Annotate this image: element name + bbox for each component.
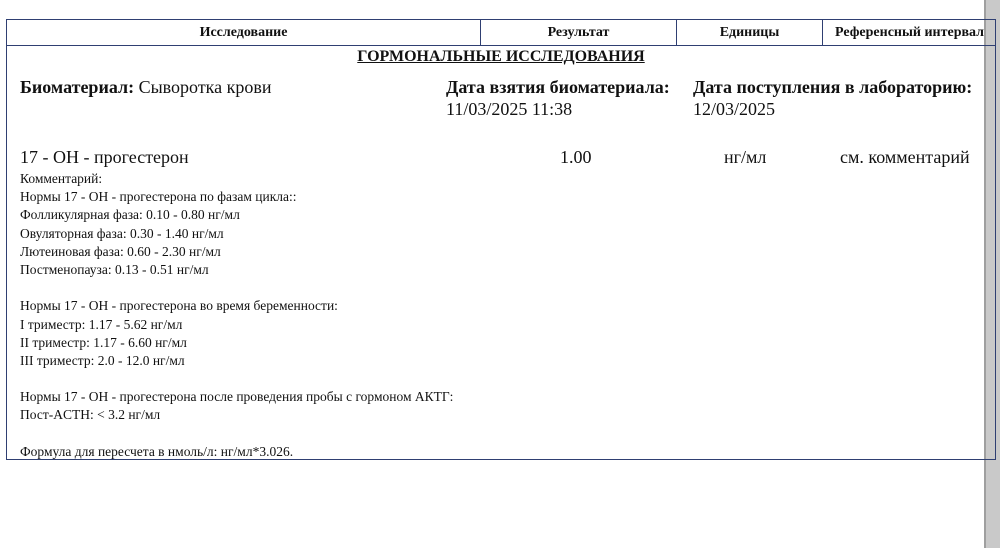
sample-date-label: Дата взятия биоматериала:	[446, 77, 670, 97]
results-table	[6, 19, 996, 460]
biomaterial	[20, 77, 272, 98]
header-investigation: Исследование	[7, 20, 481, 46]
acth-header: Нормы 17 - OH - прогестерона после проведения пробы с гормоном АКТГ:	[20, 389, 454, 405]
test-name: 17 - OH - прогестерон	[20, 147, 189, 167]
header-result: Результат	[481, 20, 677, 46]
conversion-formula: Формула для пересчета в нмоль/л: нг/мл*3.026.	[20, 443, 294, 459]
biomaterial-label: Биоматериал:	[20, 77, 135, 97]
pregnancy-line: II триместр: 1.17 - 6.60 нг/мл	[20, 334, 187, 350]
sample-date-value: 11/03/2025 11:38	[446, 99, 573, 119]
header-reference: Референсный интервал	[823, 20, 996, 46]
received-date-value: 12/03/2025	[693, 99, 776, 119]
test-reference: см. комментарий	[840, 147, 970, 167]
cycle-line: Лютеиновая фаза: 0.60 - 2.30 нг/мл	[20, 243, 221, 259]
cycle-header: Нормы 17 - OH - прогестерона по фазам цикла::	[20, 189, 297, 205]
table-header-row	[7, 20, 995, 46]
cycle-line: Фолликулярная фаза: 0.10 - 0.80 нг/мл	[20, 207, 240, 223]
acth-line: Пост-ACTH: < 3.2 нг/мл	[20, 407, 161, 423]
pregnancy-header: Нормы 17 - OH - прогестерона во время беременности:	[20, 298, 338, 314]
cycle-line: Овуляторная фаза: 0.30 - 1.40 нг/мл	[20, 225, 224, 241]
comment-block	[20, 170, 453, 461]
header-units: Единицы	[677, 20, 823, 46]
test-result: 1.00	[560, 147, 592, 167]
spacer	[20, 370, 453, 388]
comment-title: Комментарий:	[20, 171, 103, 186]
cycle-line: Постменопауза: 0.13 - 0.51 нг/мл	[20, 261, 209, 277]
test-units: нг/мл	[724, 147, 767, 167]
pregnancy-line: I триместр: 1.17 - 5.62 нг/мл	[20, 316, 183, 332]
section-title: ГОРМОНАЛЬНЫЕ ИССЛЕДОВАНИЯ	[357, 48, 645, 65]
biomaterial-value: Сыворотка крови	[138, 77, 272, 97]
received-date-label: Дата поступления в лабораторию:	[693, 77, 973, 97]
spacer	[20, 425, 453, 443]
pregnancy-line: III триместр: 2.0 - 12.0 нг/мл	[20, 352, 185, 368]
spacer	[20, 279, 453, 297]
